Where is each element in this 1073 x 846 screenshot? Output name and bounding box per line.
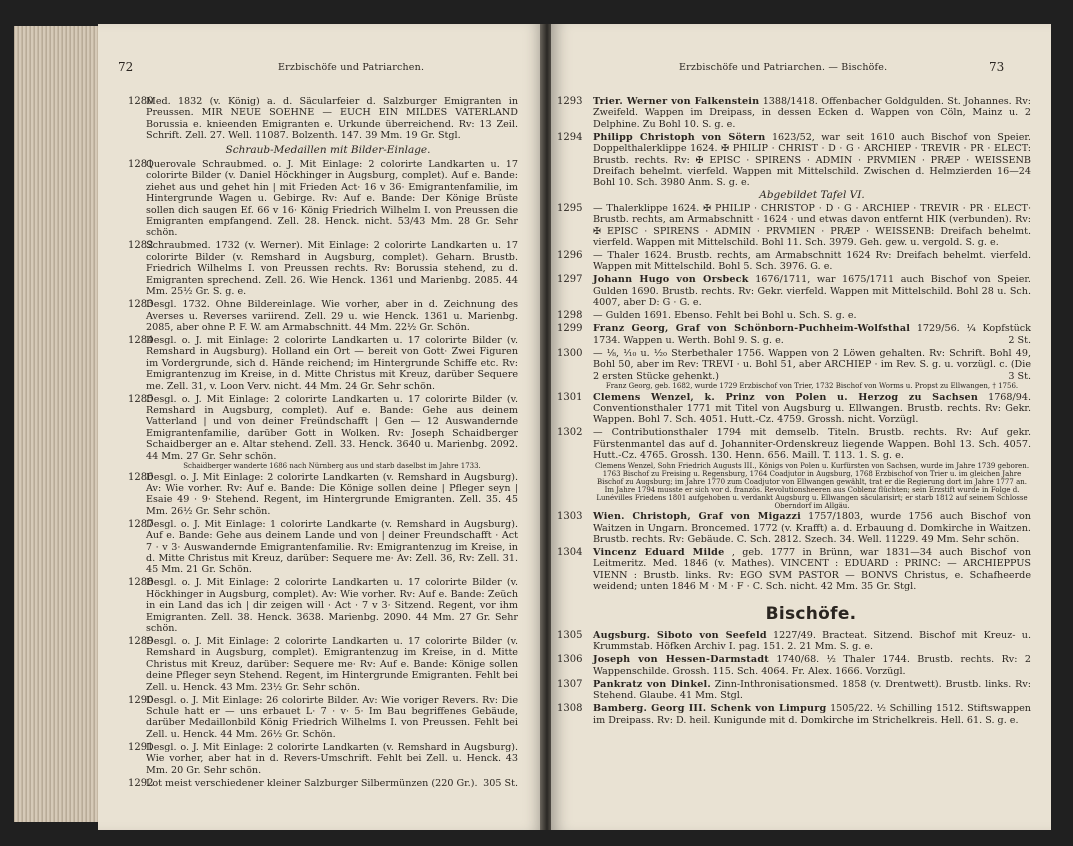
catalogue-entry [98,636,518,693]
entry-text: Desgl. o. J. Mit Einlage: 2 colorirte Landkarten (v. Remshard in Augsburg). Wie vorher, aber hat in d. Revers-Umschrift. Fehlt bei Zell. u. Henck. 43 Mm. 20 Gr. Sehr schön. [146,741,518,776]
entry-text: Desgl. o. J. Mit Einlage: 2 colorirte Landkarten u. 17 colorirte Bilder (v. Remshard in Augsburg, complet). Emigrantenzug im Kreise, in d. Mitte Christus mit Kreuz, darüber: Sequere me· Rv: Auf e. Bande: Könige sollen deine Pfleger seyn Stehend. Regent, im Hintergrunde Emigranten. Fehlt bei Zell. u. Henck. 43 Mm. 23½ Gr. Sehr schön. [146,636,518,693]
entry-text: Desgl. o. J. Mit Einlage: 2 colorirte Landkarten u. 17 colorirte Bilder (v. Remshard in Augsburg, complet). Auf e. Bande: Gehe aus deinem Vatterland | und von deiner Freündschafft | Gen — 12 Auswandernde Emigrantenfamilie, darüber Gott in Wolken. Rv: Joseph Schaidberger Schaidberger an e. Altar stehend. Zell. 33. Henck. 3640 u. Marienbg. 2092. 44 Mm. 27 Gr. Sehr schön. [146,393,518,462]
catalogue-entry [98,394,518,470]
catalogue-entry [551,96,1031,130]
catalogue-entry [551,348,1031,390]
entry-number: 1295 [557,202,583,214]
footnote: Schaidberger wanderte 1686 nach Nürnberg aus und starb daselbst im Jahre 1733. [183,461,481,470]
footnote: Franz Georg, geb. 1682, wurde 1729 Erzbischof von Trier, 1732 Bischof von Worms u. Propst zu Ellwangen, † 1756. [605,381,1019,390]
entry-number: 1285 [128,393,154,405]
entry-title: Vincenz Eduard Milde [593,546,725,558]
page-number-right: 73 [989,60,1005,74]
entry-number: 1288 [128,577,154,589]
entry-text: 1740/68. ½ Thaler 1744. Brustb. rechts. Rv: 2 Wappenschilde. Grossh. 115. Sch. 4064. Fr. Alex. 1666. Vorzügl. [593,654,1031,677]
entry-title: Trier. Werner von Falkenstein [593,96,760,107]
entry-number: 1281 [128,159,154,171]
entry-text: Desgl. o. J. Mit Einlage: 2 colorirte Landkarten (v. Remshard in Augsburg). Av: Wie vorher. Rv: Auf e. Bande: Die Könige sollen deine | Pfleger seyn | Esaie 49 · 9· Stehend. Regent, im Hintergrunde Emigranten. Zell. 35. 45 Mm. 26½ Gr. Sehr schön. [146,471,518,517]
catalogue-entry [551,630,1031,653]
entry-text: Schraubmed. 1732 (v. Werner). Mit Einlage: 2 colorirte Landkarten u. 17 colorirte Bilder (v. Remshard in Augsburg, complet). Geharn. Brustb. Friedrich Wilhelms I. von Preussen rechts. Rv: Borussia stehend, zu d. Emigranten sprechend. Zell. 26. Wie Henck. 1361 und Marienbg. 2085. 44 Mm. 25½ Gr. S. g. e. [146,240,518,298]
section-heading: Schraub-Medaillen mit Bilder-Einlage. [225,143,431,156]
catalogue-entry [551,547,1031,593]
entry-text: — Contributionsthaler 1794 mit demselb. Titeln. Brustb. rechts. Rv: Auf gekr. Fürstenmantel das auf d. Johanniter-Ordenskreuz liegende Wappen. Bohl 13. Sch. 4057. Hutt.-Cz. 4765. Grossh. 130. Henn. 656. Maill. T. 113. 1. S. g. e. [593,427,1031,462]
entry-number: 1301 [557,391,583,403]
catalogue-entry [98,742,518,776]
right-page [551,24,1051,830]
entry-number: 1304 [557,546,583,558]
entry-title: Philipp Christoph von Sötern [593,131,766,143]
entry-title: Augsburg. Siboto von Seefeld [593,629,767,641]
entry-number: 1290 [128,694,154,706]
catalogue-entry [551,654,1031,677]
catalogue-entry [98,519,518,576]
entry-text: Med. 1832 (v. König) a. d. Säcularfeier d. Salzburger Emigranten in Preussen. MIR NEUE SOEHNE — EUCH EIN MILDES VATERLAND Borussia e. knieenden Emigranten e. Urkunde überreichend. Rv: 13 Zeil. Schrift. Zell. 27. Well. 11087. Bolzenth. 147. 39 Mm. 19 Gr. Stgl. [146,96,518,142]
entry-number: 1286 [128,471,154,483]
entry-number: 1297 [557,274,583,286]
left-page [98,24,544,830]
entry-title: Joseph von Hessen-Darmstadt [593,654,769,666]
catalogue-entry [551,274,1031,308]
entry-text: Desgl. o. J. mit Einlage: 2 colorirte Landkarten u. 17 colorirte Bilder (v. Remshard in Augsburg). Holland ein Ort — bereit von Gott· Zwei Figuren im Vordergrunde, sich d. Hände reichend; im Hintergrunde Schiffe etc. Rv: Emigrantenzug im Kreise, in d. Mitte Christus mit Kreuz, darüber Sequere me. Zell. 31, v. Loon Verv. nicht. 44 Mm. 24 Gr. Sehr schön. [146,334,518,392]
entry-text: 1505/22. ⅟₂ Schilling 1512. Stiftswappen im Dreipass. Rv: D. heil. Kunigunde mit d. Domkirche im Strichelkreis. Hell. 61. S. g. e. [593,703,1031,726]
plate-reference: Abgebildet Tafel VI. [759,188,865,201]
running-title-left: Erzbischöfe und Patriarchen. [278,62,425,73]
catalogue-entry [551,203,1031,249]
entry-text: Zinn-Inthronisationsmed. 1858 (v. Drentwett). Brustb. links. Rv: Stehend. Glaube. 41 Mm. Stgl. [593,678,1031,702]
entry-text: 1623/52, war seit 1610 auch Bischof von Speier. Doppelthalerklippe 1624. ✠ PHILIP · CHRIST · D · G · ARCHIEP · TREVIR · PR · ELECT: Brustb. rechts. Rv: ✠ EPISC · SPIRENS · ADMIN · PRVMIEN · PRÆP · WEISSENB Dreifach behelmt. vierfeld. Wappen mit Mittelschild. Zwischen d. Helmzierden 16—24 Bohl 10. Sch. 3980 Anm. S. g. e. [593,131,1031,189]
entry-number: 1300 [557,347,583,359]
running-title-right: Erzbischöfe und Patriarchen. — Bischöfe. [679,62,888,73]
entry-number: 1282 [128,240,154,252]
catalogue-entry [98,335,518,392]
catalogue-entry [551,132,1031,201]
catalogue-entry [98,778,518,789]
entry-text: 1388/1418. Offenbacher Goldgulden. St. Johannes. Rv: Zweifeld. Wappen im Dreipass, in dessen Ecken d. Wappen von Cöln, Mainz u. 2 Delphine. Zu Bohl 10. S. g. e. [593,96,1031,130]
entry-number: 1305 [557,629,583,641]
entry-number: 1296 [557,250,583,262]
entry-number: 1284 [128,334,154,346]
catalogue-entry [98,240,518,297]
entry-count: 305 St. [483,777,518,789]
entry-text: 1729/56. ¼ Kopfstück 1734. Wappen u. Werth. Bohl 9. S. g. e. [593,323,1031,346]
catalogue-entry [98,695,518,741]
entry-title: Pankratz von Dinkel. [593,678,711,690]
entry-title: Clemens Wenzel, k. Prinz von Polen u. Herzog zu Sachsen [593,391,979,403]
entry-number: 1299 [557,323,583,335]
entry-number: 1293 [557,96,583,107]
entry-text: Lot meist verschiedener kleiner Salzburger Silbermünzen (220 Gr.). [146,777,478,789]
entry-text: Desgl. o. J. Mit Einlage: 26 colorirte Bilder. Av: Wie voriger Revers. Rv: Die Schule hatt er — uns erbauet L· 7 · v· 5· Im Bau begriffenes Gebäude, darüber Medaillonbild König Friedrich Wilhelms I. von Preussen. Fehlt bei Zell. u. Henck. 44 Mm. 26½ Gr. Schön. [146,694,518,740]
catalogue-entry [551,250,1031,273]
catalogue-entry [551,703,1031,726]
entry-number: 1307 [557,678,583,690]
entry-number: 1291 [128,741,154,753]
entry-number: 1283 [128,299,154,311]
entry-text: — Thalerklippe 1624. ✠ PHILIP · CHRISTOP · D · G · ARCHIEP · TREVIR · PR · ELECT· Brustb. rechts, am Armabschnitt · 1624 · und etwas davon entfernt HIK (verbunden). Rv: ✠ EPISC · SPIRENS · ADMIN · PRVMIEN · PRÆP · WEISSENB: Dreifach behelmt. vierfeld. Wappen mit Mittelschild. Bohl 11. Sch. 3979. Geh. gew. u. vergold. S. g. e. [593,202,1031,249]
entry-number: 1303 [557,511,583,523]
entry-number: 1292 [128,777,154,789]
catalogue-entry [551,392,1031,426]
catalogue-entry [551,310,1031,321]
entry-text: — ⅛, ⅟₁₀ u. ⅟₂₀ Sterbethaler 1756. Wappen von 2 Löwen gehalten. Rv: Schrift. Bohl 49, Bohl 50, aber im Rev: TREVI · u. Bohl 51, aber ARCHIEP · im Rev. S. g. u. vorzügl. c. (Die 2 ersten Stücke gehenkt.) [593,347,1031,382]
entry-text: — Thaler 1624. Brustb. rechts, am Armabschnitt 1624 Rv: Dreifach behelmt. vierfeld. Wappen mit Mittelschild. Bohl 5. Sch. 3976. G. e. [593,250,1031,273]
catalogue-entry [98,159,518,239]
entry-number: 1289 [128,636,154,648]
entry-count: 2 St. [1008,334,1031,346]
entry-number: 1302 [557,427,583,439]
catalogue-entry [551,511,1031,545]
right-entries [551,96,1031,728]
section-heading: Bischöfe. [765,603,857,624]
entry-number: 1306 [557,654,583,666]
entry-number: 1298 [557,310,583,322]
entry-title: Bamberg. Georg III. Schenk von Limpurg [593,703,827,715]
page-number-left: 72 [118,60,134,74]
entry-title: Johann Hugo von Orsbeck [593,274,749,286]
entry-text: 1227/49. Bracteat. Sitzend. Bischof mit Kreuz- u. Krummstab. Höfken Archiv I. pag. 151. 2. 21 Mm. S. g. e. [593,629,1031,653]
catalogue-entry [551,323,1031,346]
entry-text: 1676/1711, war 1675/1711 auch Bischof von Speier. Gulden 1690. Brustb. rechts. Rv: Gekr. vierfeld. Wappen mit Mittelschild. Bohl 28 u. Sch. 4007, aber D: G · G. e. [593,274,1031,309]
entry-number: 1308 [557,703,583,715]
entry-title: Wien. Christoph, Graf von Migazzi [593,511,801,523]
entry-text: 1757/1803, wurde 1756 auch Bischof von Waitzen in Ungarn. Broncemed. 1772 (v. Krafft) a. d. Erbauung d. Domkirche in Waitzen. Brustb. rechts. Rv: Gebäude. C. Sch. 2812. Szech. 34. Well. 11229. 49 Mm. Sehr schön. [593,511,1031,545]
catalogue-entry [551,427,1031,509]
catalogue-entry [98,577,518,634]
entry-title: Franz Georg, Graf von Schönborn-Puchheim-Wolfsthal [593,323,911,335]
entry-text: 1768/94. Conventionsthaler 1771 mit Titel von Augsburg u. Ellwangen. Brustb. rechts. Rv: Gekr. Wappen. Bohl 7. Sch. 4051. Hutt.-Cz. 4759. Grossh. nicht. Vorzügl. [593,391,1031,426]
catalogue-entry [98,96,518,142]
entry-text: , geb. 1777 in Brünn, war 1831—34 auch Bischof von Leitmeritz. Med. 1846 (v. Mathes). VINCENT : EDUARD : PRINC: — ARCHIEPPUS VIENN : Brustb. links. Rv: EGO SVM PASTOR — BONVS Christus, e. Schafheerde weidend; unten 1846 M · M · F · C. Sch. nicht. 42 Mm. 35 Gr. Stgl. [593,546,1031,593]
page-edges [14,26,100,822]
entry-number: 1294 [557,131,583,143]
catalogue-entry [98,299,518,333]
entry-text: — Gulden 1691. Ebenso. Fehlt bei Bohl u. Sch. S. g. e. [593,310,857,322]
entry-text: Desgl. o. J. Mit Einlage: 1 colorirte Landkarte (v. Remshard in Augsburg). Auf e. Bande: Gehe aus deinem Lande und von | deiner Freundschafft · Act 7 · v 3· Auswandernde Emigrantenfamilie. Rv: Emigrantenzug im Kreise, in d. Mitte Christus mit Kreuz, darüber: Sequere me· Av: Zell. 36, Rv: Zell. 31. 45 Mm. 21 Gr. Schön. [146,518,518,576]
entry-text: Desgl. o. J. Mit Einlage: 2 colorirte Landkarten u. 17 colorirte Bilder (v. Höckhinger in Augsburg, complet). Av: Wie vorher. Rv: Auf e. Bande: Zeüch in ein Land das ich | dir zeigen will · Act · 7 v 3· Sitzend. Regent, vor ihm Emigranten. Zell. 38. Henck. 3638. Marienbg. 2090. 44 Mm. 27 Gr. Sehr schön. [146,577,518,635]
entry-number: 1287 [128,518,154,530]
catalogue-entry [551,679,1031,702]
entry-text: Desgl. 1732. Ohne Bildereinlage. Wie vorher, aber in d. Zeichnung des Averses u. Reverses variirend. Zell. 29 u. wie Henck. 1361 u. Marienbg. 2085, aber ohne P. F. W. am Armabschnitt. 44 Mm. 22½ Gr. Schön. [146,299,518,333]
left-entries [98,96,518,791]
catalogue-entry [98,472,518,518]
entry-count: 3 St. [1008,370,1031,382]
entry-number: 1280 [128,96,154,107]
footnote: Clemens Wenzel, Sohn Friedrich Augusts III., Königs von Polen u. Kurfürsten von Sachsen, wurde im Jahre 1739 geboren. 1763 Bischof zu Freising u. Regensburg, 1764 Coadjutor in Augsburg, 1768 Erzbischof von Trier u. im gleichen Jahre Bischof zu Augsburg; im Jahre 1770 zum Coadjutor von Ellwangen gewählt, trat er die Regierung dort im Jahre 1777 an. Im Jahre 1794 musste er sich vor d. französ. Revolutionsheeren aus Coblenz flüchten; sein Erzstift wurde in Folge d. Lunévilles Friedens 1801 aufgehoben u. verdankt Augsburg u. Ellwangen säcularisirt; er starb 1812 auf seinem Schlosse Oberndorf im Allgäu. [594,461,1030,510]
entry-text: Querovale Schraubmed. o. J. Mit Einlage: 2 colorirte Landkarten u. 17 colorirte Bilder (v. Daniel Höckhinger in Augsburg, complet). Auf e. Bande: ziehet aus und gehet hin | mit Frieden Act· 16 v 36· Emigrantenfamilie, im Hintergrunde Wagen u. Gebirge. Rv: Auf e. Bande: Der Könige Brüste sollen dich saugen Ef. 66 v 16· König Friedrich Wilhelm I. von Preussen die Emigranten empfangend. Zell. 28. Henck. nicht. 53/43 Mm. 28 Gr. Sehr schön. [146,159,518,239]
